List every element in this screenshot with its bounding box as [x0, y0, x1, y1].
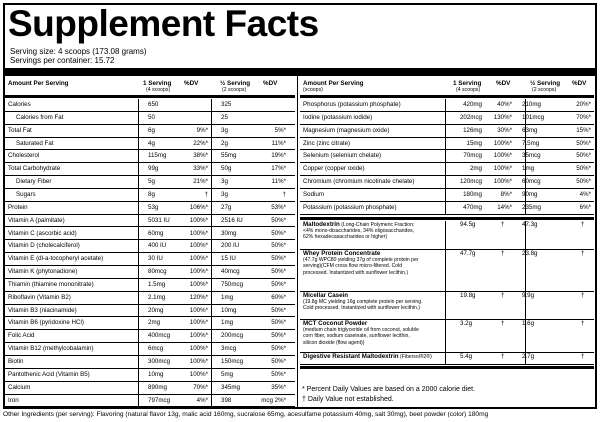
blend-description: (47.7g WPC80 yielding 37g of complete protein per serving)(CFM cross flow micro-filtered. Cold processed. Instantized with sunflower lecithin.) — [303, 257, 419, 276]
half-serving-amount: 3g — [221, 126, 228, 134]
half-serving-amount: 3mcg — [221, 345, 237, 353]
nutrient-row — [5, 266, 295, 279]
nutrient-row — [5, 369, 295, 382]
half-serving-dv: † — [282, 190, 286, 198]
blend-title — [300, 250, 594, 258]
serving-dv: 8%* — [500, 190, 512, 198]
half-serving-dv: 11%* — [271, 139, 286, 147]
half-serving-amount: 10mg — [221, 306, 237, 314]
serving-dv: 100%* — [189, 332, 208, 340]
half-serving-amount: 35mcg — [522, 152, 541, 160]
dv-header-4: %DV — [572, 80, 587, 87]
blend-name: Whey Protein Concentrate — [303, 249, 381, 257]
serving-amount: 6g — [148, 126, 155, 134]
servings-per-container: Servings per container: 15.72 — [10, 56, 115, 65]
left-header-divider — [5, 95, 295, 98]
half-serving-amount: 60mcg — [522, 178, 541, 186]
nutrient-row — [5, 253, 295, 266]
nutrient-name: Vitamin B6 (pyridoxine HCl) — [8, 319, 84, 327]
serving-dv: 120%* — [189, 293, 208, 301]
half-serving-amount: 30mg — [221, 229, 237, 237]
serving-amount: 6mcg — [148, 345, 164, 353]
nutrient-name: Pantothenic Acid (Vitamin B5) — [8, 370, 90, 378]
serving-amount: 2mg — [469, 165, 482, 173]
nutrient-row — [300, 202, 594, 215]
nutrient-name: Sugars — [16, 190, 36, 198]
nutrient-name: Calories — [8, 101, 31, 108]
half-serving-dv: † — [581, 291, 585, 299]
serving-dv: 100%* — [189, 268, 208, 276]
half-serving-dv: † — [581, 319, 585, 327]
half-serving-amount: 101mcg — [522, 113, 545, 121]
half-serving-amount: 1mg — [522, 165, 535, 173]
serving-dv: 100%* — [189, 358, 208, 365]
blend-description: (19.8g MC yielding 16g complete protein per serving. Cold processed. Instantized with sunflower lecithin.) — [303, 299, 423, 312]
half-serving-amount: 200 IU — [221, 242, 240, 250]
serving-dv: 100%* — [189, 319, 208, 327]
half-serving-dv: † — [581, 249, 585, 257]
nutrient-row — [5, 356, 295, 369]
serving-dv: 70%* — [193, 383, 208, 391]
half-serving-amount: 90mg — [522, 190, 538, 198]
serving-amount: 470mg — [463, 203, 482, 211]
nutrient-row — [300, 189, 594, 202]
serving-amount: 5.4g — [460, 352, 473, 360]
serving-dv: 33%* — [193, 165, 208, 173]
half-serving-dv: 60%* — [271, 293, 286, 301]
nutrient-name: Cholesterol — [8, 152, 40, 160]
serving-dv: 100%* — [493, 139, 512, 147]
half-serving-dv: 50%* — [576, 165, 591, 173]
serving-amount: 19.8g — [460, 291, 476, 299]
serving-amount: 60mg — [148, 229, 164, 237]
serving-amount: 47.7g — [460, 249, 476, 257]
nutrient-row — [5, 395, 295, 408]
blend-item — [300, 353, 594, 365]
half-serving-dv: † — [581, 220, 585, 228]
blend-item — [300, 221, 594, 250]
nutrient-row — [5, 317, 295, 330]
nutrient-name: Zinc (zinc citrate) — [303, 139, 351, 147]
half-serving-dv: 50%* — [271, 268, 286, 276]
nutrient-row — [5, 240, 295, 253]
thick-divider — [5, 68, 595, 76]
nutrient-name: Copper (copper oxide) — [303, 165, 365, 173]
half-serving-amount: 200mcg — [221, 332, 244, 340]
column-separator — [138, 99, 139, 407]
half-serving-dv: 50%* — [271, 216, 286, 224]
serving-dv: 100%* — [189, 229, 208, 237]
dv-header-3: %DV — [496, 80, 511, 87]
nutrient-row — [5, 215, 295, 228]
serving-amount: 180mg — [463, 190, 482, 198]
scoops-subheader-right: (scoops) — [303, 87, 323, 93]
nutrient-row — [5, 176, 295, 189]
half-serving-amount: 210mg — [522, 101, 541, 108]
serving-amount: 80mcg — [148, 268, 167, 276]
serving-dv: † — [501, 291, 505, 299]
dv-header-2: %DV — [263, 80, 278, 87]
serving-dv: 100%* — [189, 280, 208, 288]
blend-name: MCT Coconut Powder — [303, 319, 368, 327]
nutrient-row — [5, 163, 295, 176]
serving-amount: 50 — [148, 113, 155, 121]
blend-item — [300, 292, 594, 320]
half-serving-dv: 50%* — [271, 255, 286, 263]
blend-title — [300, 320, 594, 328]
half-serving-dv: 17%* — [271, 165, 286, 173]
nutrient-row — [300, 138, 594, 151]
blend-description: <4% mono-disaccharides, 34% oligosaccharides, 62% hexadecasaccharides or higher) — [303, 228, 415, 241]
blend-name: Digestive Resistant Maltodextrin — [303, 352, 399, 360]
half-serving-dv: 19%* — [271, 152, 286, 160]
serving-dv: 40%* — [497, 101, 512, 108]
half-serving-amount: 50g — [221, 165, 232, 173]
half-serving-amount: 2516 IU — [221, 216, 243, 224]
serving-dv: 100%* — [189, 255, 208, 263]
nutrient-row — [5, 330, 295, 343]
nutrient-name: Vitamin B12 (methylcobalamin) — [8, 345, 94, 353]
half-serving-amount: 1mg — [221, 293, 234, 301]
serving-amount: 300mcg — [148, 358, 171, 365]
serving-amount: 890mg — [148, 383, 167, 391]
half-serving-dv: 50%* — [576, 178, 591, 186]
one-serving-subheader: (4 scoops) — [146, 87, 171, 93]
nutrient-name: Thiamin (thiamine mononitrate) — [8, 280, 94, 288]
serving-dv: 100%* — [189, 242, 208, 250]
serving-dv: † — [501, 249, 505, 257]
nutrient-name: Total Fat — [8, 126, 32, 134]
nutrient-row — [300, 176, 594, 189]
serving-dv: 14%* — [497, 203, 512, 211]
half-serving-amount: 7.5mg — [522, 139, 540, 147]
nutrient-name: Iodine (potassium iodide) — [303, 113, 373, 121]
blend-title — [300, 221, 594, 229]
nutrient-row — [5, 189, 295, 202]
half-serving-dv: 50%* — [271, 358, 286, 365]
half-serving-dv: † — [581, 352, 585, 360]
blend-name: Maltodextrin — [303, 220, 340, 228]
nutrient-row — [5, 150, 295, 163]
serving-dv: 100%* — [189, 370, 208, 378]
serving-size: Serving size: 4 scoops (173.08 grams) — [10, 47, 147, 56]
serving-dv: 21%* — [193, 178, 208, 186]
half-serving-header: ½ Serving — [220, 80, 251, 87]
column-separator — [445, 99, 446, 215]
half-serving-header-right: ½ Serving — [530, 80, 561, 87]
nutrient-name: Calories from Fat — [16, 113, 64, 121]
nutrient-name: Potassium (potassium phosphate) — [303, 203, 397, 211]
half-serving-subheader: (2 scoops) — [222, 87, 247, 93]
column-separator — [525, 221, 526, 365]
half-serving-amount: 55mg — [221, 152, 237, 160]
half-serving-dv: 35%* — [271, 383, 286, 391]
half-serving-dv: 50%* — [271, 332, 286, 340]
nutrient-name: Vitamin K (phytonadione) — [8, 268, 78, 276]
nutrient-name: Chromium (chromium nicotinate chelate) — [303, 178, 415, 186]
column-separator — [445, 221, 446, 365]
nutrient-row — [300, 150, 594, 163]
half-serving-amount: 23.8g — [522, 249, 538, 257]
serving-amount: 420mg — [463, 101, 482, 108]
serving-dv: 100%* — [493, 152, 512, 160]
serving-dv: 38%* — [193, 152, 208, 160]
serving-amount: 1.5mg — [148, 280, 166, 288]
nutrient-name: Vitamin D (cholecalciferol) — [8, 242, 80, 250]
half-serving-dv: 6%* — [579, 203, 591, 211]
serving-amount: 94.5g — [460, 220, 476, 228]
serving-amount: 400mcg — [148, 332, 171, 340]
half-serving-dv: 20%* — [576, 101, 591, 108]
nutrient-name: Calcium — [8, 383, 31, 391]
half-serving-amount: 150mcg — [221, 358, 244, 365]
footnote-daily-value: † Daily Value not established. — [302, 396, 394, 403]
nutrient-name: Total Carbohydrate — [8, 165, 61, 173]
half-serving-dv: 50%* — [271, 242, 286, 250]
nutrient-row — [5, 343, 295, 356]
half-serving-dv: 5%* — [274, 126, 286, 134]
serving-dv: 100%* — [493, 178, 512, 186]
serving-amount: 4g — [148, 139, 155, 147]
serving-amount: 8g — [148, 190, 155, 198]
half-serving-amount: 750mcg — [221, 280, 244, 288]
half-serving-amount: 2.7g — [522, 352, 535, 360]
half-serving-amount: 25 — [221, 113, 228, 121]
serving-dv: 100%* — [189, 216, 208, 224]
blend-item — [300, 250, 594, 292]
center-column-divider — [297, 76, 298, 408]
serving-amount: 120mcg — [459, 178, 482, 186]
serving-amount: 30 IU — [148, 255, 163, 263]
serving-amount: 202mcg — [459, 113, 482, 121]
serving-dv: 130%* — [493, 113, 512, 121]
nutrient-name: Protein — [8, 203, 28, 211]
half-serving-dv: 50%* — [576, 139, 591, 147]
column-separator — [211, 99, 212, 407]
nutrient-row — [5, 99, 295, 112]
half-serving-amount: 345mg — [221, 383, 240, 391]
blend-title — [300, 292, 594, 300]
nutrient-row — [300, 112, 594, 125]
footnote-percent-dv: * Percent Daily Values are based on a 2000 calorie diet. — [302, 386, 476, 393]
nutrient-name: Vitamin E (dl-a-tocopheryl acetate) — [8, 255, 104, 263]
serving-dv: 106%* — [189, 203, 208, 211]
panel-title: Supplement Facts — [8, 3, 319, 44]
serving-dv: 30%* — [497, 126, 512, 134]
half-serving-amount: 235mg — [522, 203, 541, 211]
serving-dv: † — [501, 352, 505, 360]
blend-item — [300, 320, 594, 353]
nutrient-name: Biotin — [8, 358, 24, 365]
nutrient-name: Vitamin B3 (niacinamide) — [8, 306, 77, 314]
half-serving-amount: 3g — [221, 190, 228, 198]
blend-description: (medium chain triglyceride oil from coconut, soluble corn fiber, sodium caseinate, sunflower lecithin, silicon dioxide (flow agent)) — [303, 327, 419, 346]
nutrient-name: Saturated Fat — [16, 139, 54, 147]
nutrient-row — [5, 228, 295, 241]
serving-amount: 400 IU — [148, 242, 167, 250]
other-ingredients: Other Ingredients (per serving): Flavoring (natural flavor 13g, malic acid 160mg, sucralose 65mg, acesulfame potassium 40mg, salt 30mg), beet powder (color) 180mg — [3, 411, 489, 418]
half-serving-dv: 50%* — [576, 152, 591, 160]
nutrient-row — [5, 112, 295, 125]
half-serving-dv: 50%* — [271, 306, 286, 314]
serving-dv: 100%* — [189, 345, 208, 353]
half-serving-amount: 398 — [221, 396, 232, 404]
serving-amount: 70mcg — [463, 152, 482, 160]
serving-amount: 5g — [148, 178, 155, 186]
half-serving-dv: 4%* — [579, 190, 591, 198]
half-serving-dv: 15%* — [576, 126, 591, 134]
serving-dv: † — [204, 190, 208, 198]
half-serving-amount: 9.9g — [522, 291, 535, 299]
half-serving-amount: 2g — [221, 139, 228, 147]
half-serving-amount: 47.3g — [522, 220, 538, 228]
right-header-divider — [300, 95, 594, 98]
nutrient-row — [5, 279, 295, 292]
nutrient-name: Sodium — [303, 190, 324, 198]
nutrient-name: Phosphorus (potassium phosphate) — [303, 101, 401, 108]
serving-amount: 3.2g — [460, 319, 473, 327]
nutrient-row — [5, 382, 295, 395]
half-serving-subheader-right: (2 scoops) — [532, 87, 557, 93]
nutrient-row — [300, 163, 594, 176]
nutrient-name: Dietary Fiber — [16, 178, 52, 186]
serving-dv: 100%* — [189, 306, 208, 314]
blend-top-divider — [300, 217, 594, 220]
serving-amount: 10mg — [148, 370, 164, 378]
half-serving-amount: 325 — [221, 101, 232, 108]
serving-amount: 650 — [148, 101, 159, 108]
blend-inline-note: (Fibersol®2®) — [398, 353, 432, 360]
half-serving-amount: 1.6g — [522, 319, 535, 327]
half-serving-amount: 63mg — [522, 126, 538, 134]
serving-amount: 20mg — [148, 306, 164, 314]
serving-amount: 15mg — [466, 139, 482, 147]
blend-inline-note: (Long-Chain Polymeric Fraction: — [339, 221, 415, 228]
serving-amount: 126mg — [463, 126, 482, 134]
column-separator — [525, 99, 526, 215]
serving-amount: 53g — [148, 203, 159, 211]
half-serving-dv: 11%* — [271, 178, 286, 186]
nutrient-name: Vitamin A (palmitate) — [8, 216, 65, 224]
half-serving-dv: 50%* — [271, 229, 286, 237]
nutrient-name: Selenium (selenium chelate) — [303, 152, 382, 160]
half-serving-amount: 40mcg — [221, 268, 240, 276]
half-serving-amount: 1mg — [221, 319, 234, 327]
amount-per-serving-header-right: Amount Per Serving — [303, 80, 364, 87]
nutrient-name: Folic Acid — [8, 332, 35, 340]
half-serving-dv: 50%* — [271, 345, 286, 353]
nutrient-row — [5, 202, 295, 215]
serving-amount: 797mcg — [148, 396, 171, 404]
half-serving-dv: mcg 2%* — [261, 396, 286, 404]
nutrient-name: Iron — [8, 396, 19, 404]
serving-amount: 99g — [148, 165, 159, 173]
one-serving-subheader-right: (4 scoops) — [456, 87, 481, 93]
nutrient-row — [5, 125, 295, 138]
serving-amount: 2.1mg — [148, 293, 166, 301]
serving-dv: 4%* — [196, 396, 208, 404]
half-serving-dv: 70%* — [576, 113, 591, 121]
footnote-divider — [300, 366, 594, 369]
nutrient-row — [5, 138, 295, 151]
serving-amount: 115mg — [148, 152, 167, 160]
nutrient-row — [300, 125, 594, 138]
one-serving-header: 1 Serving — [143, 80, 172, 87]
half-serving-amount: 15 IU — [221, 255, 236, 263]
half-serving-dv: 53%* — [271, 203, 286, 211]
half-serving-amount: 3g — [221, 178, 228, 186]
half-serving-amount: 27g — [221, 203, 232, 211]
serving-dv: † — [501, 319, 505, 327]
nutrient-row — [5, 292, 295, 305]
one-serving-header-right: 1 Serving — [453, 80, 482, 87]
serving-amount: 2mg — [148, 319, 161, 327]
half-serving-amount: 5mg — [221, 370, 234, 378]
nutrient-name: Vitamin C (ascorbic acid) — [8, 229, 77, 237]
half-serving-dv: 50%* — [271, 370, 286, 378]
amount-per-serving-header: Amount Per Serving — [8, 80, 69, 87]
blend-name: Micellar Casein — [303, 291, 349, 299]
blend-title — [300, 353, 594, 361]
nutrient-name: Magnesium (magnesium oxide) — [303, 126, 390, 134]
nutrient-name: Riboflavin (Vitamin B2) — [8, 293, 71, 301]
half-serving-dv: 50%* — [271, 280, 286, 288]
nutrient-row — [300, 99, 594, 112]
half-serving-dv: 50%* — [271, 319, 286, 327]
dv-header-1: %DV — [184, 80, 199, 87]
serving-dv: 9%* — [196, 126, 208, 134]
serving-dv: † — [501, 220, 505, 228]
nutrient-row — [5, 305, 295, 318]
serving-dv: 22%* — [193, 139, 208, 147]
serving-amount: 5031 IU — [148, 216, 170, 224]
serving-dv: 100%* — [493, 165, 512, 173]
